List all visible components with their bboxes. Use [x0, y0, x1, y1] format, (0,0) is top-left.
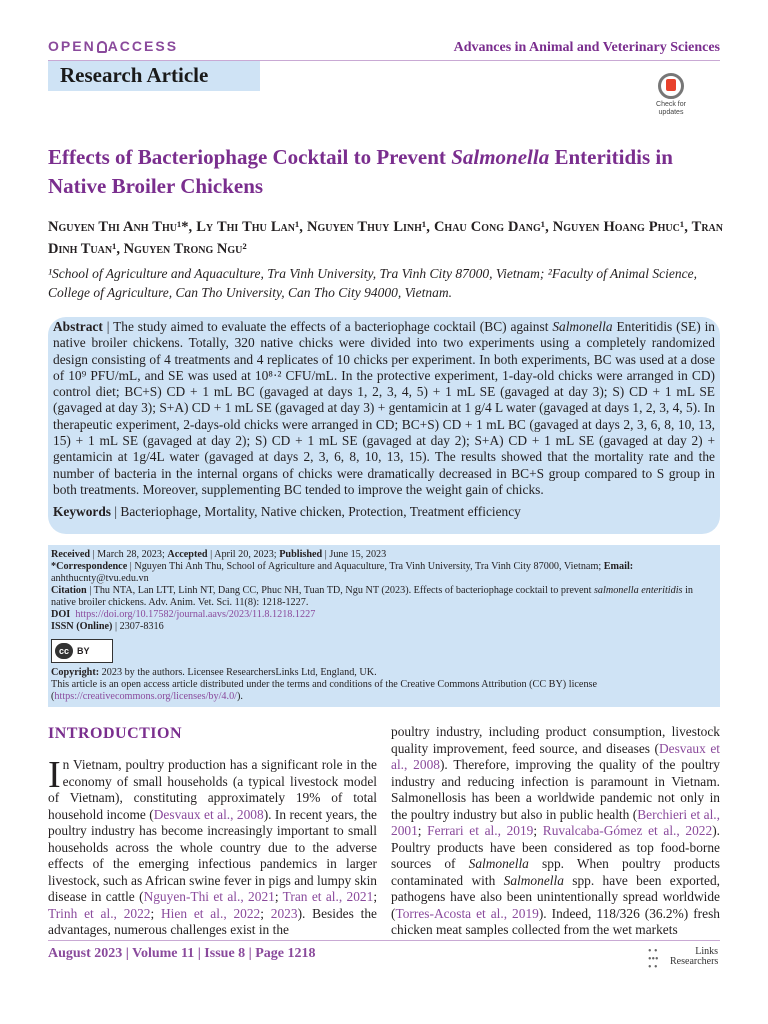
cc-icon: cc — [55, 643, 73, 659]
accepted-label: Accepted — [167, 549, 208, 560]
title-text-1: Effects of Bacteriophage Cocktail to Prevent — [48, 145, 452, 169]
body-column-right: poultry industry, including product consumption, livestock quality improvement, feed source, and diseases (Desvaux et al., 2008). Therefore, improving the quality of the poultry industry and reducing infection is paramount in Vietnam. Salmonellosis has been a worldwide pandemic not only in the poultry industry but also in public health (Berchieri et al., 2001; Ferrari et al., 2019; Ruvalcaba-Gómez et al., 2022). Poultry products have been considered as top food-borne sources of Salmonella spp. When poultry products contaminated with Salmonella spp. have been exported, pathogens have also been unintentionally spread worldwide (Torres-Acosta et al., 2019). Indeed, 118/326 (36.2%) fresh chicken meat samples collected from the wet markets — [391, 724, 721, 937]
article-info-box — [48, 545, 720, 707]
title-text-2: Enteritidis in Native Broiler Chickens — [48, 145, 673, 198]
citation-text-1: | Thu NTA, Lan LTT, Linh NT, Dang CC, Phuc NH, Tuan TD, Ngu NT (2023). Effects of bacteriophage cocktail to prevent — [86, 585, 594, 596]
journal-name[interactable]: Advances in Animal and Veterinary Sciences — [453, 40, 720, 55]
citation-link[interactable]: Nguyen-Thi et al., 2021 — [143, 889, 275, 904]
citation-link[interactable]: Ruvalcaba-Gómez et al., 2022 — [542, 823, 713, 838]
citation-italic: salmonella enteritidis — [593, 585, 683, 596]
lock-icon — [97, 41, 107, 53]
published-label: Published — [279, 549, 323, 560]
dates-line — [51, 549, 716, 561]
col2-text-4: spp. When poultry products contaminated with — [391, 856, 720, 888]
citation-link[interactable]: Berchieri et al., 2001 — [391, 806, 720, 838]
col2-italic-1: Salmonella — [468, 856, 529, 871]
keywords-text: | Bacteriophage, Mortality, Native chicken, Protection, Treatment efficiency — [111, 504, 521, 520]
col2-text-1: poultry industry, including product consumption, livestock quality improvement, feed source, and diseases ( — [391, 724, 720, 756]
citation-link[interactable]: Tran et al., 2021 — [282, 889, 374, 904]
citation-link[interactable]: Trinh et al., 2022 — [48, 905, 151, 921]
abstract-italic: Salmonella — [552, 319, 613, 334]
keywords — [53, 504, 715, 520]
citation-link[interactable]: 2023 — [270, 905, 298, 921]
correspondence-label: *Correspondence — [51, 561, 128, 572]
issn-label: ISSN (Online) — [51, 621, 113, 632]
bookmark-icon — [666, 79, 676, 91]
abstract-body-2: Enteritidis (SE) in native broiler chickens. Totally, 320 native chicks were divided into two experiments using a completely randomized design consisting of 4 treatments and 4 replicates of 10 chicks per experiment. In both experiments, BC was used at a dose of 10⁹ PFU/mL, and SE was used at 10⁸·² CFU/mL. In the protective experiment, 1-day-old chicks were arranged in CD) control diet; BC+S) CD + 1 mL BC (gavaged at days 1, 2, 3, 4, 5) + 1 mL SE (gavaged at day 3); S) CD + 1 mL SE (gavaged at day 3); S+A) CD + 1 mL SE (gavaged at day 3) + gentamicin at 1 g/4 L water (gavaged at days 1, 2, 3, 4, 5). In therapeutic experiment, 2-days-old chicks were arranged in CD; BC+S) CD + 1 mL BC (gavaged at days 2, 3, 6, 8, 10, 13, 15) + 1 mL SE (gavaged at day 2); S) CD + 1 mL SE (gavaged at day 2); S+A) CD + 1 mL SE (gavaged at day 2) + gentamicin at 1g/4L water (gavaged at days 2, 3, 6, 8, 10, 13, 15). The results showed that the mortality rate and the number of bacteria in the internal organs of chicks were dramatically decreased in BC+S group compared to S group in both treatments. Moreover, supplementing BC tended to improve the weight gain of chicks. — [53, 319, 715, 497]
license-text-2: ). — [237, 691, 243, 702]
affiliations: ¹School of Agriculture and Aquaculture, Tra Vinh University, Tra Vinh City 87000, Vietnam; ²Faculty of Animal Science, College of Agriculture, Can Tho University, Can Tho City 94000, Vietnam. — [48, 266, 698, 300]
col1-text-3: ). Besides the advantages, numerous challenges exist in the — [48, 905, 377, 937]
col2-text-6: ). Indeed, 118/326 (36.2%) fresh chicken meat samples collected from the wet markets — [391, 905, 720, 937]
received-date: | March 28, 2023; — [90, 549, 168, 560]
col1-text-2: ). In recent years, the poultry industry has become increasingly important to small households across the whole country due to the adverse effects of the emerging infectious pandemics in larger livestock, such as African swine fever in pigs and lumpy skin disease in cattle ( — [48, 806, 377, 904]
citation-link[interactable]: Desvaux et al., 2008 — [153, 806, 264, 822]
keywords-label: Keywords — [53, 504, 112, 520]
title-italic: Salmonella — [451, 145, 550, 169]
copyright-line — [51, 667, 716, 679]
col2-text-5: spp. have been exported, pathogens have also been unintentionally spread worldwide ( — [391, 872, 720, 921]
col2-text-3: ). Poultry products have been considered as top food-borne sources of — [391, 823, 721, 871]
doi-label: DOI — [51, 609, 71, 620]
email-label: Email: — [603, 561, 634, 572]
article-type-banner: Research Article — [48, 61, 260, 91]
citation-text-2: in native broiler chickens. Adv. Anim. Vet. Sci. 11(8): 1218-1227. — [51, 585, 694, 608]
citation-link[interactable]: Ferrari et al., 2019 — [427, 823, 534, 838]
correspondence-text: | Nguyen Thi Anh Thu, School of Agriculture and Aquaculture, Tra Vinh University, Tra Vinh City 87000, Vietnam; — [127, 561, 604, 572]
doi-link[interactable]: https://doi.org/10.17582/journal.aavs/2023/11.8.1218.1227 — [75, 609, 316, 620]
article-title — [48, 143, 728, 201]
access-label: ACCESS — [107, 38, 179, 54]
drop-cap: I — [48, 754, 61, 796]
check-for-updates-badge[interactable] — [650, 73, 692, 125]
copyright-text: 2023 by the authors. Licensee ResearchersLinks Ltd, England, UK. — [99, 667, 377, 678]
citation-link[interactable]: Desvaux et al., 2008 — [391, 740, 720, 772]
dots-icon: • • ••• • • — [648, 946, 659, 973]
abstract-box — [48, 317, 720, 534]
check-updates-label: Check for updates — [656, 101, 686, 116]
logo-text — [670, 947, 718, 967]
author-list: Nguyen Thi Anh Thu¹*, Ly Thi Thu Lan¹, Nguyen Thuy Linh¹, Chau Cong Dang¹, Nguyen Hoang Phuc¹, Tran Dinh Tuan¹, Nguyen Trong Ngu² — [48, 219, 723, 257]
citation — [51, 585, 716, 609]
open-label: OPEN — [48, 38, 96, 54]
citation-label: Citation — [51, 585, 87, 596]
license-link[interactable]: https://creativecommons.org/licenses/by/4.0/ — [54, 691, 237, 702]
col2-italic-2: Salmonella — [503, 872, 564, 888]
page-footer: August 2023 | Volume 11 | Issue 8 | Page 1218 — [48, 946, 316, 961]
citation-link[interactable]: Hien et al., 2022 — [161, 905, 261, 921]
col2-text-2: ). Therefore, improving the quality of the poultry industry and reducing infection is paramount in Vietnam. Salmonellosis has been a worldwide pandemic not only in the poultry industry but also in public health ( — [391, 757, 720, 822]
published-date: | June 15, 2023 — [322, 549, 387, 560]
issn-line — [51, 621, 716, 633]
cc-by-license-badge[interactable] — [51, 639, 113, 663]
logo-text-2: Researchers — [670, 956, 719, 967]
accepted-date: | April 20, 2023; — [207, 549, 280, 560]
researchers-links-logo — [648, 944, 720, 973]
open-access-logo — [48, 38, 178, 54]
abstract-label: Abstract — [53, 319, 103, 334]
introduction-heading: INTRODUCTION — [48, 725, 183, 742]
copyright-label: Copyright: — [51, 667, 100, 678]
logo-text-1: Links — [695, 946, 718, 957]
email-address[interactable]: anhthucnty@tvu.edu.vn — [51, 573, 149, 584]
abstract-body-1: | The study aimed to evaluate the effects of a bacteriophage cocktail (BC) against — [102, 319, 553, 334]
by-icon: BY — [77, 646, 90, 656]
citation-link[interactable]: Torres-Acosta et al., 2019 — [395, 905, 539, 921]
license-text-1: This article is an open access article distributed under the terms and conditions of the Creative Commons Attribution (CC BY) license ( — [51, 679, 598, 702]
doi-line — [51, 609, 716, 621]
footer-divider — [48, 940, 720, 941]
correspondence — [51, 561, 716, 585]
body-column-left: In Vietnam, poultry production has a significant role in the economy of small households (a typical livestock model of Vietnam), constituting approximately 19% of total household income (Desvaux et al., 2008). In recent years, the poultry industry has become increasingly important to small households across the whole country due to the adverse effects of the emerging infectious pandemics in larger livestock, such as African swine fever in pigs and lumpy skin disease in cattle (Nguyen-Thi et al., 2021; Tran et al., 2021; Trinh et al., 2022; Hien et al., 2022; 2023). Besides the advantages, numerous challenges exist in the — [48, 754, 378, 937]
abstract-text — [53, 319, 715, 498]
issn-value: | 2307-8316 — [112, 621, 164, 632]
received-label: Received — [51, 549, 91, 560]
col1-text-1: n Vietnam, poultry production has a significant role in the economy of small households (a typical livestock model of Vietnam), constituting approximately 19% of total household income ( — [48, 757, 377, 822]
license-line — [51, 679, 716, 703]
